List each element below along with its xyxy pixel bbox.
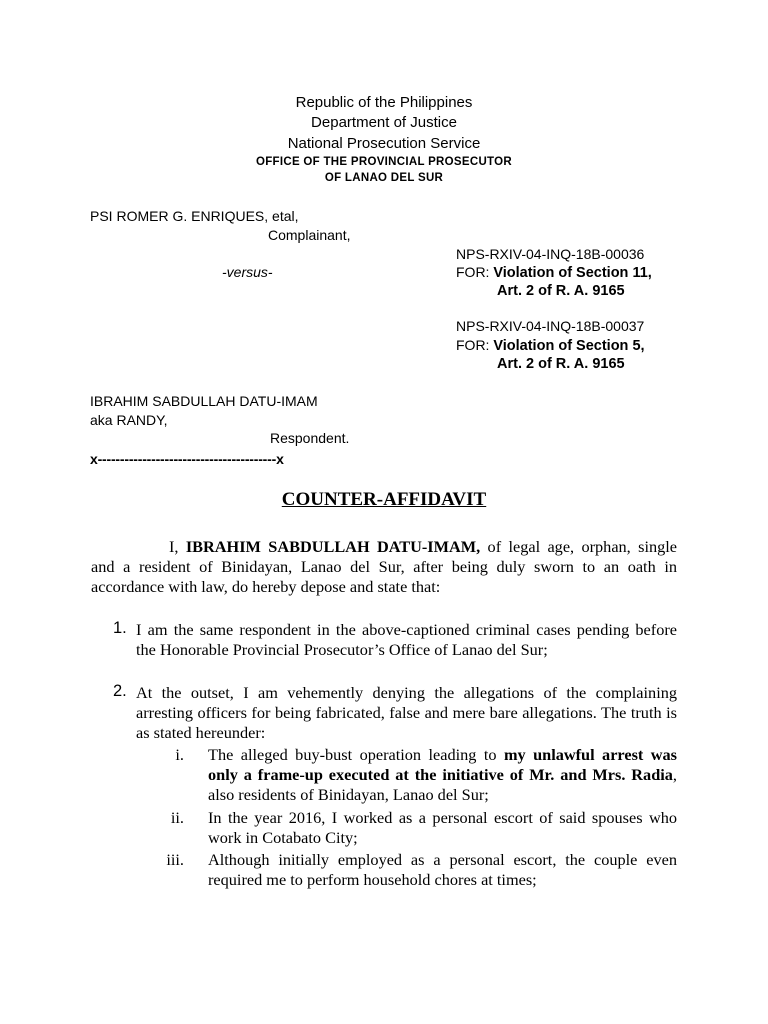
case-1-charge-article <box>497 282 625 299</box>
caption-separator: x----------------------------------------x <box>90 451 284 467</box>
case-2-for-line <box>456 337 645 354</box>
item-2-number: 2. <box>113 682 127 700</box>
case-2-charge-article <box>497 355 625 372</box>
case-1-for-label: FOR: <box>456 264 490 280</box>
case-number-2: NPS-RXIV-04-INQ-18B-00037 <box>456 318 645 334</box>
item-1-number: 1. <box>113 619 127 637</box>
header-department: Department of Justice <box>311 114 457 131</box>
item-2-text: At the outset, I am vehemently denying the allegations of the complaining arresting officers for being fabricated, false and mere bare allegations. The truth is as stated hereunder: <box>136 683 677 742</box>
intro-text: of legal age, orphan, single and a resident of Binidayan, Lanao del Sur, after being duly sworn to an oath in accordance with law, do hereby depose and state that: <box>91 537 677 596</box>
case-number-1: NPS-RXIV-04-INQ-18B-00036 <box>456 246 645 262</box>
subitem-i-numeral: i. <box>175 745 184 764</box>
intro-prefix: I, <box>169 537 186 556</box>
case-2-charge-article-text: Art. 2 of R. A. 9165 <box>497 356 625 372</box>
case-2-charge: Violation of Section 5, <box>493 338 645 354</box>
header-republic: Republic of the Philippines <box>295 94 473 111</box>
header-office: OFFICE OF THE PROVINCIAL PROSECUTOR <box>255 156 513 168</box>
subitem-i-text-bold: my unlawful arrest was only a frame-up executed at the initiative of Mr. and Mrs. Radia <box>208 745 677 784</box>
subitem-ii-numeral: ii. <box>170 808 184 827</box>
subitem-i-text-a: The alleged buy-bust operation leading to <box>208 745 504 764</box>
case-1-charge-article-text: Art. 2 of R. A. 9165 <box>497 283 625 299</box>
respondent-aka: aka RANDY, <box>90 412 168 428</box>
subitem-iii-text: Although initially employed as a personal escort, the couple even required me to perform household chores at times; <box>208 850 677 889</box>
header-service: National Prosecution Service <box>287 135 481 152</box>
item-1-text: I am the same respondent in the above-captioned criminal cases pending before the Honorable Provincial Prosecutor’s Office of Lanao del Sur; <box>136 620 677 659</box>
case-1-charge: Violation of Section 11, <box>493 265 652 281</box>
complainant-role: Complainant, <box>268 227 351 243</box>
header-office-province: OF LANAO DEL SUR <box>324 172 444 184</box>
subitem-ii-text: In the year 2016, I worked as a personal escort of said spouses who work in Cotabato City; <box>208 808 677 847</box>
document-title: COUNTER-AFFIDAVIT <box>281 489 487 510</box>
intro-paragraph <box>91 537 677 597</box>
subitem-i-text <box>208 745 677 805</box>
subitem-i-text-b: , also residents of Binidayan, Lanao del Sur; <box>208 765 677 804</box>
versus-label: -versus- <box>222 264 273 280</box>
respondent-name: IBRAHIM SABDULLAH DATU-IMAM <box>90 393 318 409</box>
case-2-for-label: FOR: <box>456 337 490 353</box>
case-1-for-line <box>456 264 652 281</box>
affiant-name: IBRAHIM SABDULLAH DATU-IMAM, <box>185 537 481 556</box>
respondent-role: Respondent. <box>270 430 350 446</box>
subitem-iii-numeral: iii. <box>166 850 184 869</box>
complainant-name: PSI ROMER G. ENRIQUES, etal, <box>90 208 299 224</box>
